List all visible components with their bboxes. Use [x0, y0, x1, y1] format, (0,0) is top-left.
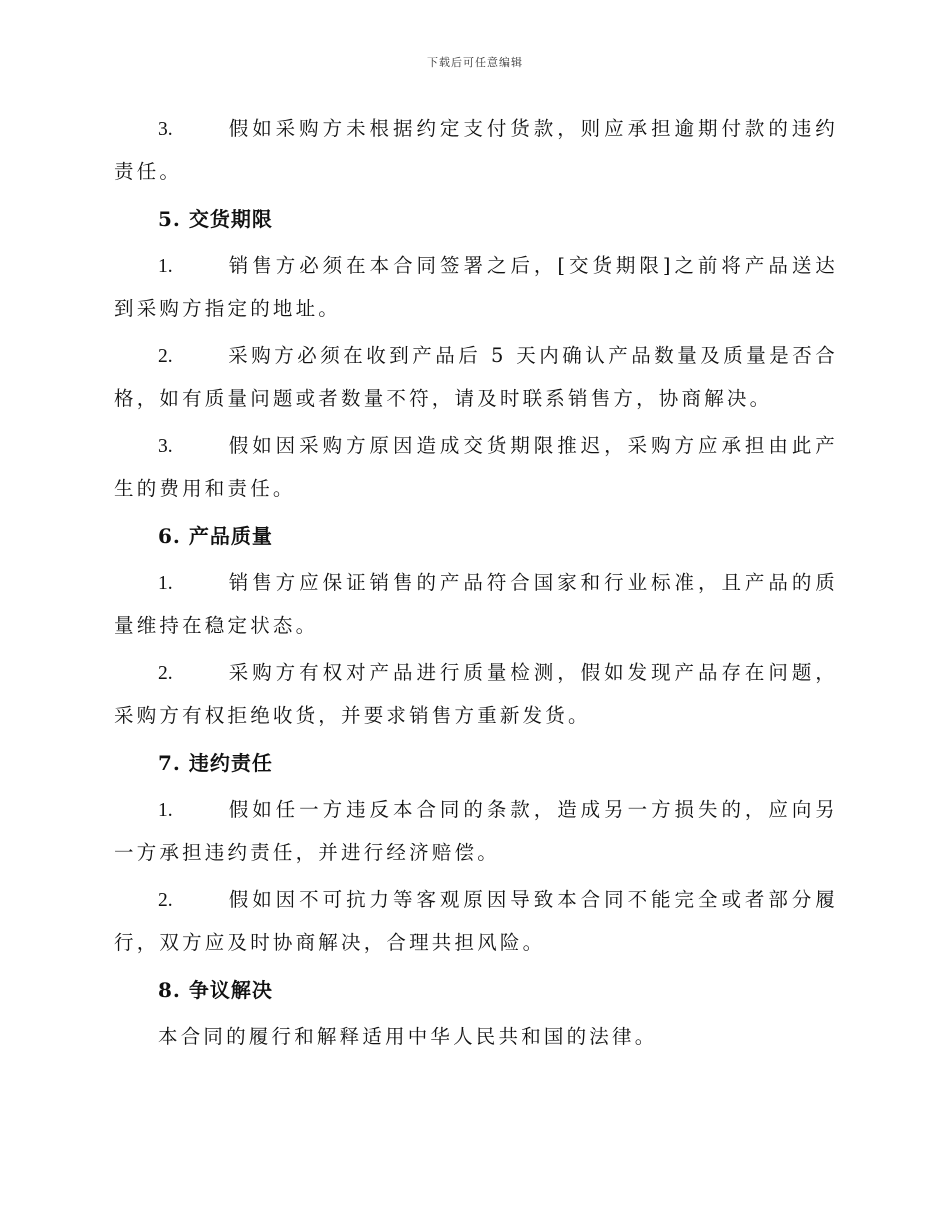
clause-8-text: 本合同的履行和解释适用中华人民共和国的法律。	[158, 1025, 658, 1048]
clause-number: 1.	[158, 256, 173, 277]
clause-7-1	[114, 789, 838, 874]
clause-number: 2.	[158, 663, 173, 684]
clause-number: 2.	[158, 890, 173, 911]
clause-text: 假如因采购方原因造成交货期限推迟，采购方应承担由此产生的费用和责任。	[114, 434, 838, 500]
clause-5-2	[114, 335, 838, 420]
clause-text: 采购方有权对产品进行质量检测，假如发现产品存在问题，采购方有权拒绝收货，并要求销售方重新发货。	[114, 661, 838, 727]
clause-number: 3.	[158, 436, 173, 457]
clause-text: 假如任一方违反本合同的条款，造成另一方损失的，应向另一方承担违约责任，并进行经济赔偿。	[114, 798, 838, 864]
page-header: 下载后可任意编辑	[427, 56, 523, 69]
document-body	[114, 108, 838, 1063]
clause-6-1	[114, 562, 838, 647]
section-heading-quality: 6. 产品质量	[158, 524, 273, 548]
clause-7-2	[114, 879, 838, 964]
clause-text: 假如因不可抗力等客观原因导致本合同不能完全或者部分履行，双方应及时协商解决，合理共担风险。	[114, 888, 838, 954]
clause-number: 3.	[158, 119, 173, 140]
clause-6-2	[114, 652, 838, 737]
clause-text: 销售方必须在本合同签署之后，[交货期限]之前将产品送达到采购方指定的地址。	[114, 254, 838, 320]
clause-text: 假如采购方未根据约定支付货款，则应承担逾期付款的违约责任。	[114, 117, 838, 183]
section-heading-delivery: 5. 交货期限	[158, 207, 273, 231]
clause-4-3	[114, 108, 838, 193]
section-heading-dispute: 8. 争议解决	[158, 978, 273, 1002]
clause-5-3	[114, 425, 838, 510]
clause-text: 销售方应保证销售的产品符合国家和行业标准，且产品的质量维持在稳定状态。	[114, 571, 838, 637]
clause-5-1	[114, 245, 838, 330]
clause-text: 采购方必须在收到产品后 5 天内确认产品数量及质量是否合格，如有质量问题或者数量不符，请及时联系销售方，协商解决。	[114, 344, 838, 410]
section-heading-breach: 7. 违约责任	[158, 751, 273, 775]
clause-number: 2.	[158, 346, 173, 367]
clause-number: 1.	[158, 800, 173, 821]
clause-number: 1.	[158, 573, 173, 594]
